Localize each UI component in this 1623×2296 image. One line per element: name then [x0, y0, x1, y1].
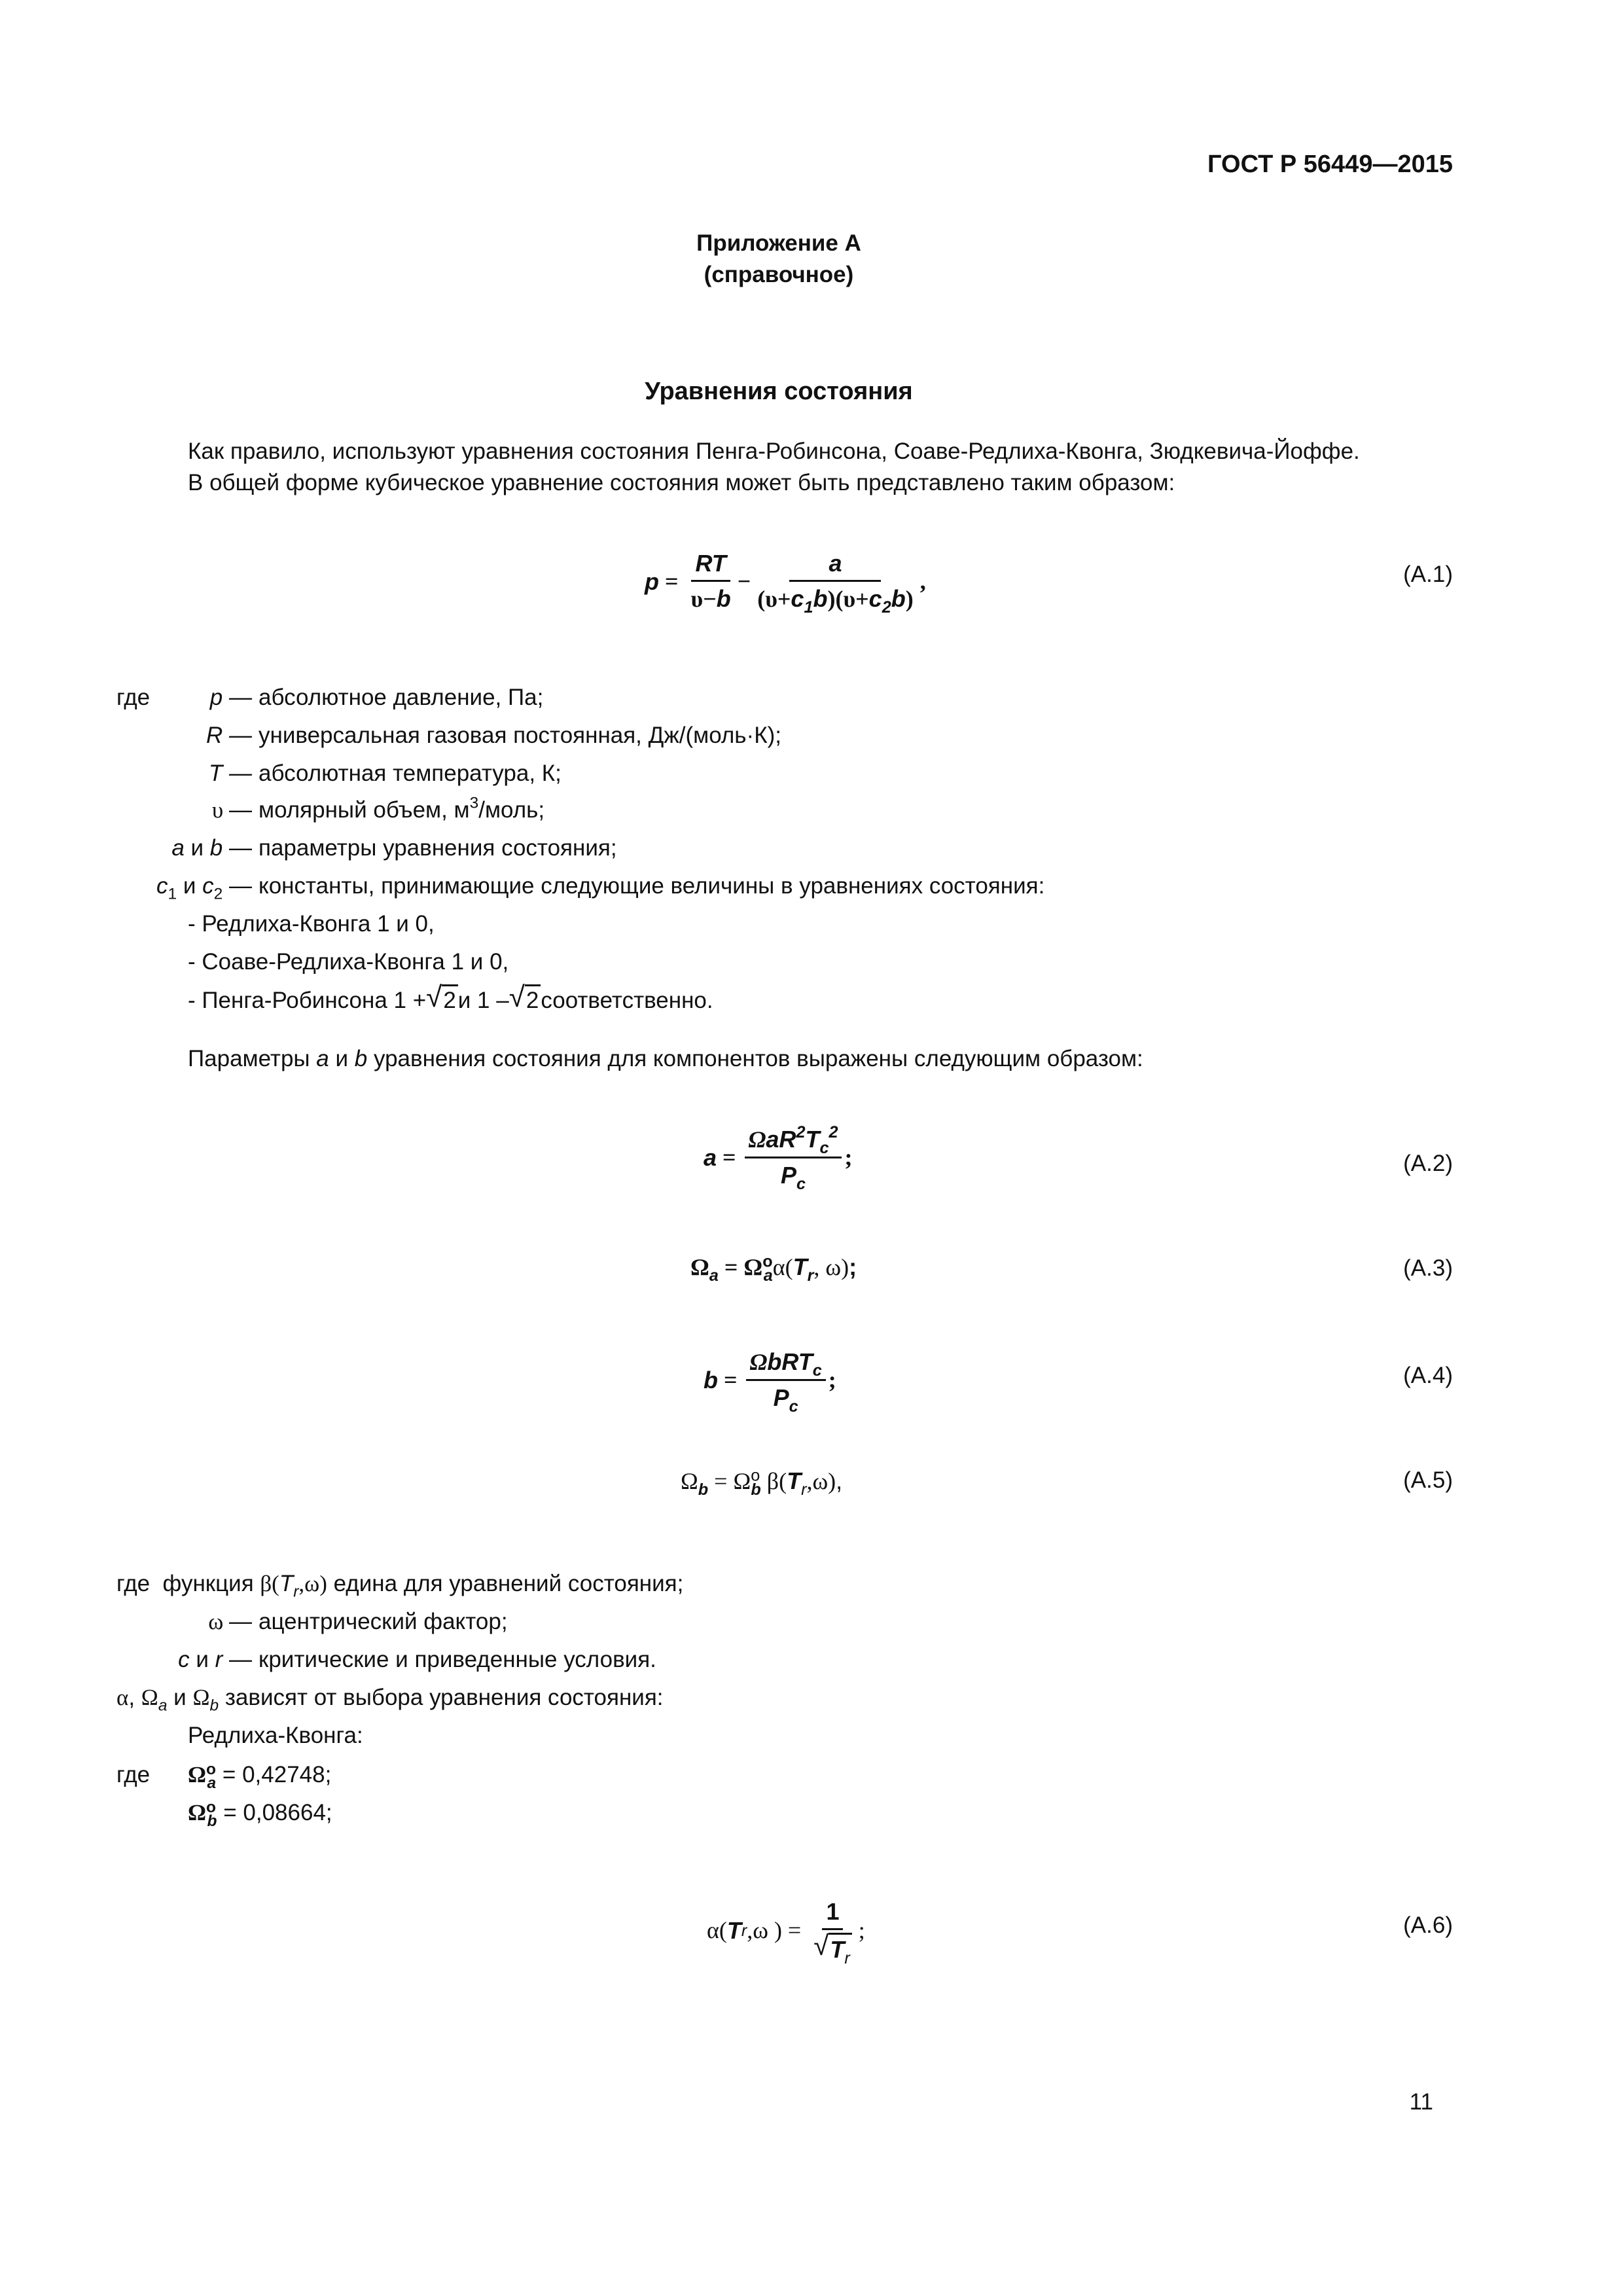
desc-c1-c2: константы, принимающие следующие величины в уравнениях состояния:	[259, 873, 1045, 899]
term-omega: ω —	[208, 1609, 252, 1634]
page-number: 11	[1409, 2089, 1433, 2115]
desc-c-r: критические и приведенные условия.	[259, 1647, 656, 1672]
desc-t: абсолютная температура, К;	[259, 761, 562, 786]
equation-a3: $\Omega_a = \Omega^o_a\alpha(T_r$, ω);	[690, 1252, 857, 1285]
dependency-text: α, $\Omega_a$ и $\Omega_b$ зависят от выбора уравнения состояния:	[116, 1685, 664, 1715]
sqrt-2-minus: √ 2	[509, 984, 541, 1015]
term-p: p —	[209, 685, 252, 710]
rk-title: Редлиха-Квонга:	[188, 1723, 363, 1748]
term-v: υ —	[211, 797, 252, 823]
desc-omega: ацентрический фактор;	[259, 1609, 508, 1634]
equation-number-a4: (А.4)	[1403, 1363, 1453, 1388]
document-code: ГОСТ Р 56449—2015	[1207, 151, 1453, 178]
list-item-pr: - Пенга-Робинсона 1 + √ 2 и 1 – √ 2 соответственно.	[188, 984, 713, 1015]
equation-a4: b = $\frac{\Omega bRT_c}{P_c}$ ;	[704, 1348, 836, 1416]
params-text: Параметры a и b уравнения состояния для компонентов выражены следующим образом:	[188, 1046, 1143, 1071]
desc-r: универсальная газовая постоянная, Дж/(моль·К);	[259, 723, 781, 748]
equation-number-a1: (А.1)	[1403, 562, 1453, 587]
where-label-3: где	[116, 1762, 151, 1787]
equation-a1: p = $\frac{RT}{\upsilon-b}$ − $\frac{a}{(\upsilon+c_1b)(\upsilon+c_2b)}$ ,	[645, 550, 926, 617]
list-item-rk: - Редлиха-Квонга 1 и 0,	[188, 911, 435, 937]
desc-a-b: параметры уравнения состояния;	[259, 835, 617, 861]
appendix-status: (справочное)	[704, 262, 854, 287]
equation-number-a2: (А.2)	[1403, 1151, 1453, 1176]
equation-a5: $\Omega_b = \Omega^o_b$ $\beta(T_r,\omega)$,	[681, 1466, 843, 1499]
desc-v: молярный объем, $м^3$/моль;	[259, 794, 545, 823]
desc-p: абсолютное давление, Па;	[259, 685, 544, 710]
term-t: T —	[208, 761, 252, 786]
term-a-b: a и b —	[171, 835, 252, 861]
term-c-r: c и r —	[178, 1647, 252, 1672]
omega-a0-value: $\Omega^o_a = 0,42748$;	[188, 1760, 332, 1792]
where-label-2: где функция $\beta(T_r,\omega)$ едина для уравнений состояния;	[116, 1571, 684, 1601]
sqrt-2-plus: √ 2	[426, 984, 458, 1015]
equation-number-a5: (А.5)	[1403, 1467, 1453, 1493]
equation-number-a3: (А.3)	[1403, 1255, 1453, 1281]
section-title: Уравнения состояния	[645, 378, 913, 405]
omega-b0-value: $\Omega^o_b = 0,08664$;	[188, 1798, 332, 1830]
where-label-1: где	[116, 685, 151, 710]
term-c1-c2: $c_1$ и $c_2$ —	[156, 873, 252, 903]
term-r: R —	[206, 723, 252, 748]
list-item-srk: - Соаве-Редлиха-Квонга 1 и 0,	[188, 949, 509, 975]
equation-a6: α( T r ,ω ) = 1 √ $T_r$ ;	[707, 1898, 865, 1967]
equation-number-a6: (А.6)	[1403, 1912, 1453, 1938]
intro-line-1: Как правило, используют уравнения состояния Пенга-Робинсона, Соаве-Редлиха-Квонга, Зюдкевича-Йоффе.	[188, 439, 1360, 464]
appendix-title: Приложение А	[696, 230, 861, 256]
equation-a2: a = $\frac{\Omega aR^2T_c^2}{P_c}$ ;	[704, 1122, 853, 1193]
intro-line-2: В общей форме кубическое уравнение состояния может быть представлено таким образом:	[188, 470, 1175, 495]
